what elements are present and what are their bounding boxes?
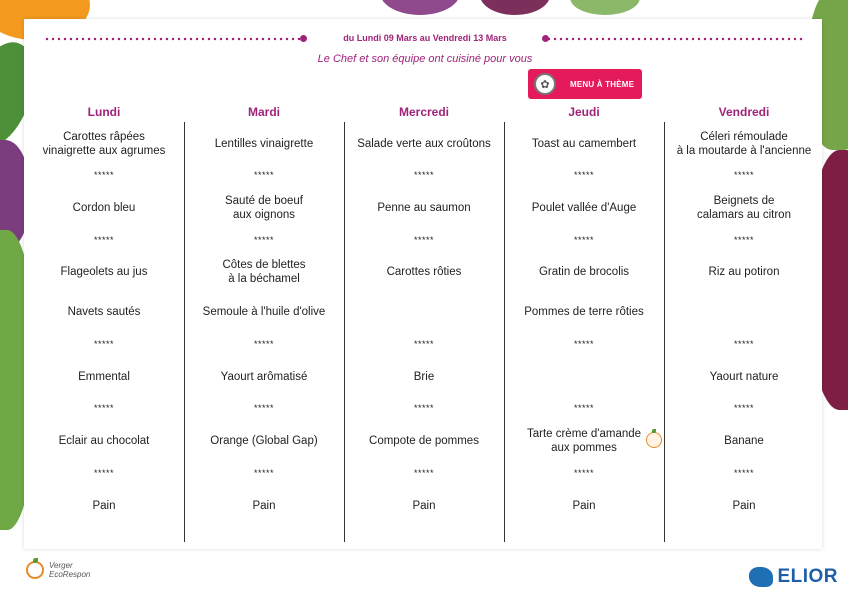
theme-menu-badge xyxy=(528,69,642,99)
course-separator: ***** xyxy=(93,403,114,413)
menu-item: Pain xyxy=(572,500,596,512)
menu-item: Yaourt nature xyxy=(709,371,779,383)
menu-item: Flageolets au jus xyxy=(60,266,148,278)
menu-grid xyxy=(24,100,824,544)
menu-item: Céleri rémoulade à la moutarde à l'ancienne xyxy=(676,131,812,157)
day-column-lundi xyxy=(24,100,184,544)
menu-item: Lentilles vinaigrette xyxy=(214,138,314,150)
day-heading: Jeudi xyxy=(568,105,600,119)
day-column-mardi xyxy=(184,100,344,544)
course-separator: ***** xyxy=(93,235,114,245)
course-separator: ***** xyxy=(253,339,274,349)
menu-item: Emmental xyxy=(78,371,130,383)
course-separator: ***** xyxy=(733,403,754,413)
course-separator: ***** xyxy=(573,170,594,180)
menu-item: Salade verte aux croûtons xyxy=(357,138,491,150)
course-separator: ***** xyxy=(413,403,434,413)
menu-item: Banane xyxy=(724,435,764,447)
course-separator: ***** xyxy=(93,468,114,478)
course-separator: ***** xyxy=(413,339,434,349)
beet-decoration xyxy=(480,0,550,15)
theme-menu-label: MENU À THÈME xyxy=(570,79,635,89)
turnip-decoration xyxy=(380,0,460,15)
menu-item: Pain xyxy=(92,500,116,512)
menu-item: Compote de pommes xyxy=(369,435,479,447)
verger-label-line2: EcoRespon xyxy=(49,570,91,579)
course-separator: ***** xyxy=(573,403,594,413)
course-separator: ***** xyxy=(573,339,594,349)
date-range: du Lundi 09 Mars au Vendredi 13 Mars xyxy=(343,33,507,43)
course-separator: ***** xyxy=(253,235,274,245)
menu-item: Penne au saumon xyxy=(377,202,471,214)
course-separator: ***** xyxy=(93,339,114,349)
dotted-rule-end xyxy=(300,35,307,42)
verger-label-line1: Verger xyxy=(49,561,73,570)
day-heading: Mercredi xyxy=(398,105,450,119)
menu-item: Cordon bleu xyxy=(72,202,136,214)
verger-ecorespon-logo xyxy=(26,561,90,579)
dotted-rule-right xyxy=(546,37,804,41)
day-heading: Lundi xyxy=(87,105,121,119)
menu-item: Côtes de blettes à la béchamel xyxy=(222,259,306,285)
menu-item: Gratin de brocolis xyxy=(538,266,630,278)
day-heading: Vendredi xyxy=(718,105,770,119)
course-separator: ***** xyxy=(573,468,594,478)
menu-item: Pommes de terre rôties xyxy=(524,306,644,318)
menu-item: Orange (Global Gap) xyxy=(210,435,318,447)
verger-ecorespon-icon xyxy=(646,432,662,448)
course-separator: ***** xyxy=(733,339,754,349)
menu-item: Brie xyxy=(413,371,435,383)
dotted-rule-left xyxy=(44,37,302,41)
tagline: Le Chef et son équipe ont cuisiné pour vous xyxy=(317,53,533,65)
menu-item: Toast au camembert xyxy=(531,138,637,150)
elior-brand: ELIOR xyxy=(777,566,838,587)
menu-item: Semoule à l'huile d'olive xyxy=(202,306,326,318)
day-column-vendredi xyxy=(664,100,824,544)
menu-item: Eclair au chocolat xyxy=(58,435,150,447)
menu-item: Carottes râpées vinaigrette aux agrumes xyxy=(42,131,166,157)
menu-item: Pain xyxy=(252,500,276,512)
course-separator: ***** xyxy=(253,170,274,180)
day-heading: Mardi xyxy=(247,105,280,119)
menu-item: Pain xyxy=(732,500,756,512)
course-separator: ***** xyxy=(733,235,754,245)
course-separator: ***** xyxy=(573,235,594,245)
menu-item: Poulet vallée d'Auge xyxy=(531,202,637,214)
course-separator: ***** xyxy=(93,170,114,180)
course-separator: ***** xyxy=(733,468,754,478)
elior-lion-icon xyxy=(749,567,773,587)
course-separator: ***** xyxy=(413,170,434,180)
menu-item: Navets sautés xyxy=(67,306,141,318)
course-separator: ***** xyxy=(733,170,754,180)
menu-item: Beignets de calamars au citron xyxy=(697,195,791,221)
course-separator: ***** xyxy=(413,235,434,245)
day-column-mercredi xyxy=(344,100,504,544)
course-separator: ***** xyxy=(413,468,434,478)
menu-item: Sauté de boeuf aux oignons xyxy=(224,195,303,221)
menu-item: Riz au potiron xyxy=(708,266,780,278)
menu-item: Tarte crème d'amande aux pommes xyxy=(526,428,642,454)
chef-icon: ✿ xyxy=(534,73,556,95)
elior-logo xyxy=(749,566,838,588)
vegetable-decoration xyxy=(570,0,640,15)
day-column-jeudi xyxy=(504,100,664,544)
apple-icon xyxy=(26,561,44,579)
course-separator: ***** xyxy=(253,468,274,478)
menu-item: Carottes rôties xyxy=(386,266,462,278)
menu-item: Yaourt arômatisé xyxy=(220,371,308,383)
menu-item: Pain xyxy=(412,500,436,512)
course-separator: ***** xyxy=(253,403,274,413)
